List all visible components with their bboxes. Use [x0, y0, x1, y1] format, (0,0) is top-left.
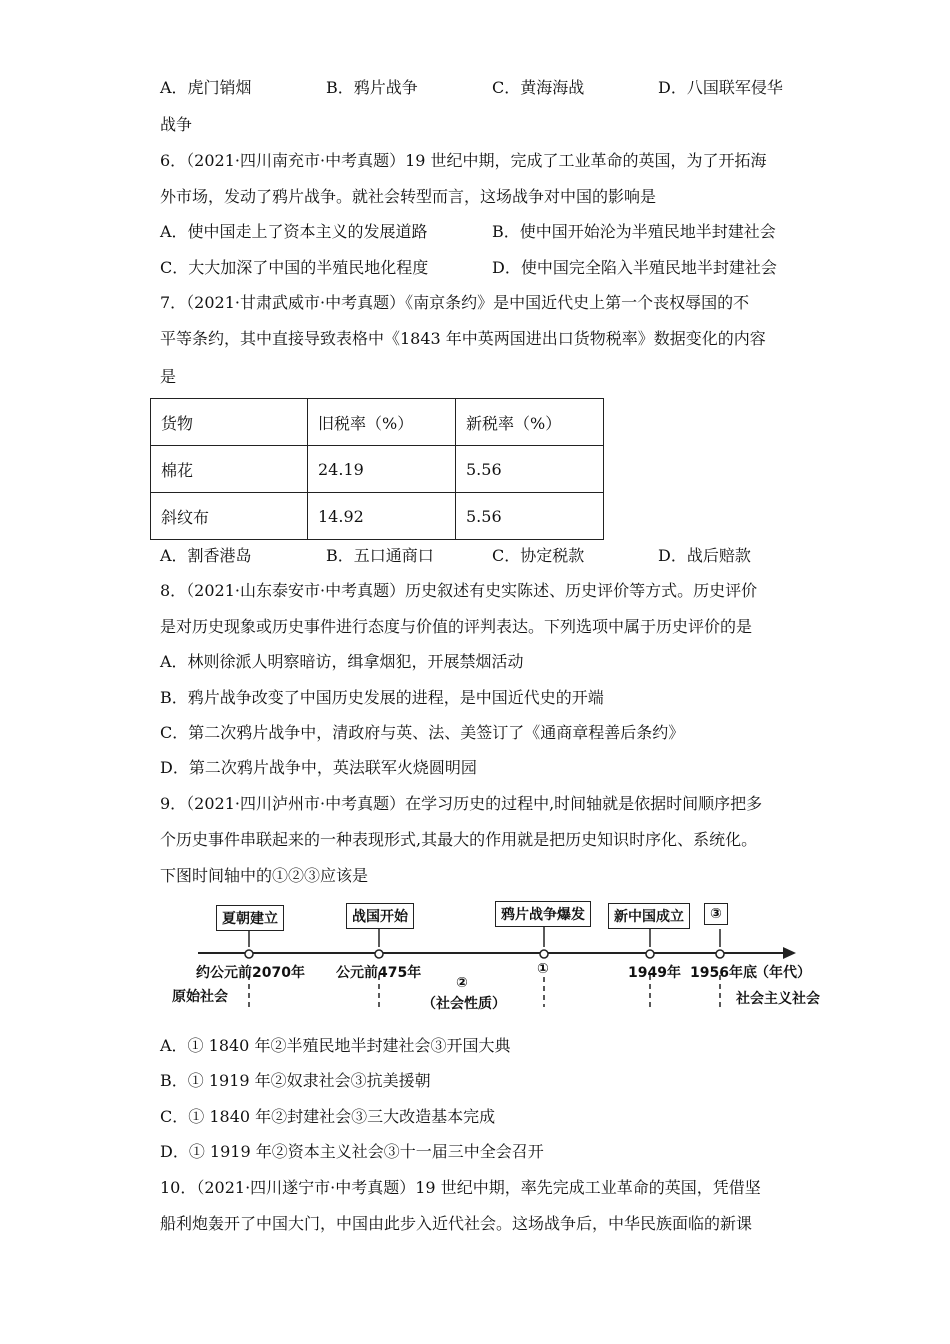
event-box-xia: 夏朝建立	[216, 905, 284, 931]
q7-stem-line3: 是	[160, 367, 177, 386]
table-header-cell: 货物	[151, 399, 308, 446]
time-label-475bc: 公元前475年	[336, 965, 422, 981]
q9-option-b: B．① 1919 年②奴隶社会③抗美援朝	[160, 1071, 431, 1090]
time-label-2070bc: 约公元前2070年	[196, 965, 305, 981]
era-label-society-nature: （社会性质）	[422, 996, 506, 1012]
table-row	[151, 493, 604, 540]
q6-option-d: D．使中国完全陷入半殖民地半封建社会	[492, 258, 777, 277]
time-label-blank-1: ①	[537, 961, 549, 977]
q9-stem-line3: 下图时间轴中的①②③应该是	[160, 866, 369, 885]
q6-stem-line2: 外市场，发动了鸦片战争。就社会转型而言，这场战争对中国的影响是	[160, 187, 657, 206]
q5-option-a: A．虎门销烟	[160, 78, 252, 97]
era-label-socialist: 社会主义社会	[736, 991, 820, 1007]
era-label-blank-2: ②	[456, 975, 468, 991]
q7-stem-line1: 7．（2021·甘肃武威市·中考真题）《南京条约》是中国近代史上第一个丧权辱国的不	[160, 293, 750, 312]
q8-option-d: D．第二次鸦片战争中，英法联军火烧圆明园	[160, 758, 477, 777]
q10-stem-line2: 船利炮轰开了中国大门，中国由此步入近代社会。这场战争后，中华民族面临的新课	[160, 1214, 753, 1233]
table-cell: 5.56	[456, 446, 604, 493]
table-cell: 棉花	[151, 446, 308, 493]
q5-option-d-cont: 战争	[160, 115, 193, 134]
q5-option-c: C．黄海海战	[492, 78, 585, 97]
q7-option-d: D．战后赔款	[658, 546, 751, 565]
table-cell: 斜纹布	[151, 493, 308, 540]
event-box-blank-3: ③	[704, 903, 728, 925]
table-cell: 5.56	[456, 493, 604, 540]
event-box-warring-states: 战国开始	[346, 903, 414, 929]
q8-option-c: C．第二次鸦片战争中，清政府与英、法、美签订了《通商章程善后条约》	[160, 723, 685, 742]
q8-stem-line2: 是对历史现象或历史事件进行态度与价值的评判表达。下列选项中属于历史评价的是	[160, 617, 753, 636]
table-header-row	[151, 399, 604, 446]
event-box-opium-war: 鸦片战争爆发	[495, 901, 591, 927]
tax-rate-table	[150, 398, 604, 540]
table-row	[151, 446, 604, 493]
q9-stem-line2: 个历史事件串联起来的一种表现形式,其最大的作用就是把历史知识时序化、系统化。	[160, 830, 758, 849]
q6-option-b: B．使中国开始沦为半殖民地半封建社会	[492, 222, 776, 241]
q6-option-a: A．使中国走上了资本主义的发展道路	[160, 222, 428, 241]
q7-option-b: B．五口通商口	[326, 546, 434, 565]
q7-option-a: A．割香港岛	[160, 546, 252, 565]
q5-option-d: D．八国联军侵华	[658, 78, 783, 97]
q10-stem-line1: 10．（2021·四川遂宁市·中考真题）19 世纪中期，率先完成工业革命的英国，凭借坚	[160, 1178, 761, 1197]
table-header-cell: 新税率（%）	[456, 399, 604, 446]
axis-unit-label: （年代）	[755, 965, 811, 981]
q8-option-a: A．林则徐派人明察暗访，缉拿烟犯，开展禁烟活动	[160, 652, 524, 671]
q8-option-b: B．鸦片战争改变了中国历史发展的进程，是中国近代史的开端	[160, 688, 604, 707]
q9-option-c: C．① 1840 年②封建社会③三大改造基本完成	[160, 1107, 496, 1126]
q7-stem-line2: 平等条约，其中直接导致表格中《1843 年中英两国进出口货物税率》数据变化的内容	[160, 329, 766, 348]
q9-stem-line1: 9．（2021·四川泸州市·中考真题）在学习历史的过程中,时间轴就是依据时间顺序把多	[160, 794, 763, 813]
q7-option-c: C．协定税款	[492, 546, 585, 565]
table-cell: 24.19	[308, 446, 456, 493]
time-label-1949: 1949年	[628, 965, 681, 981]
q9-option-a: A．① 1840 年②半殖民地半封建社会③开国大典	[160, 1036, 511, 1055]
table-cell: 14.92	[308, 493, 456, 540]
event-box-prc: 新中国成立	[608, 903, 690, 929]
q9-option-d: D．① 1919 年②资本主义社会③十一届三中全会召开	[160, 1142, 544, 1161]
q6-stem-line1: 6．（2021·四川南充市·中考真题）19 世纪中期，完成了工业革命的英国，为了开拓海	[160, 151, 767, 170]
time-label-1956: 1956年底	[690, 965, 757, 981]
table-header-cell: 旧税率（%）	[308, 399, 456, 446]
q5-option-b: B．鸦片战争	[326, 78, 418, 97]
history-timeline	[158, 895, 838, 1015]
q6-option-c: C．大大加深了中国的半殖民地化程度	[160, 258, 429, 277]
era-label-primitive: 原始社会	[172, 989, 228, 1005]
q8-stem-line1: 8．（2021·山东泰安市·中考真题）历史叙述有史实陈述、历史评价等方式。历史评价	[160, 581, 758, 600]
